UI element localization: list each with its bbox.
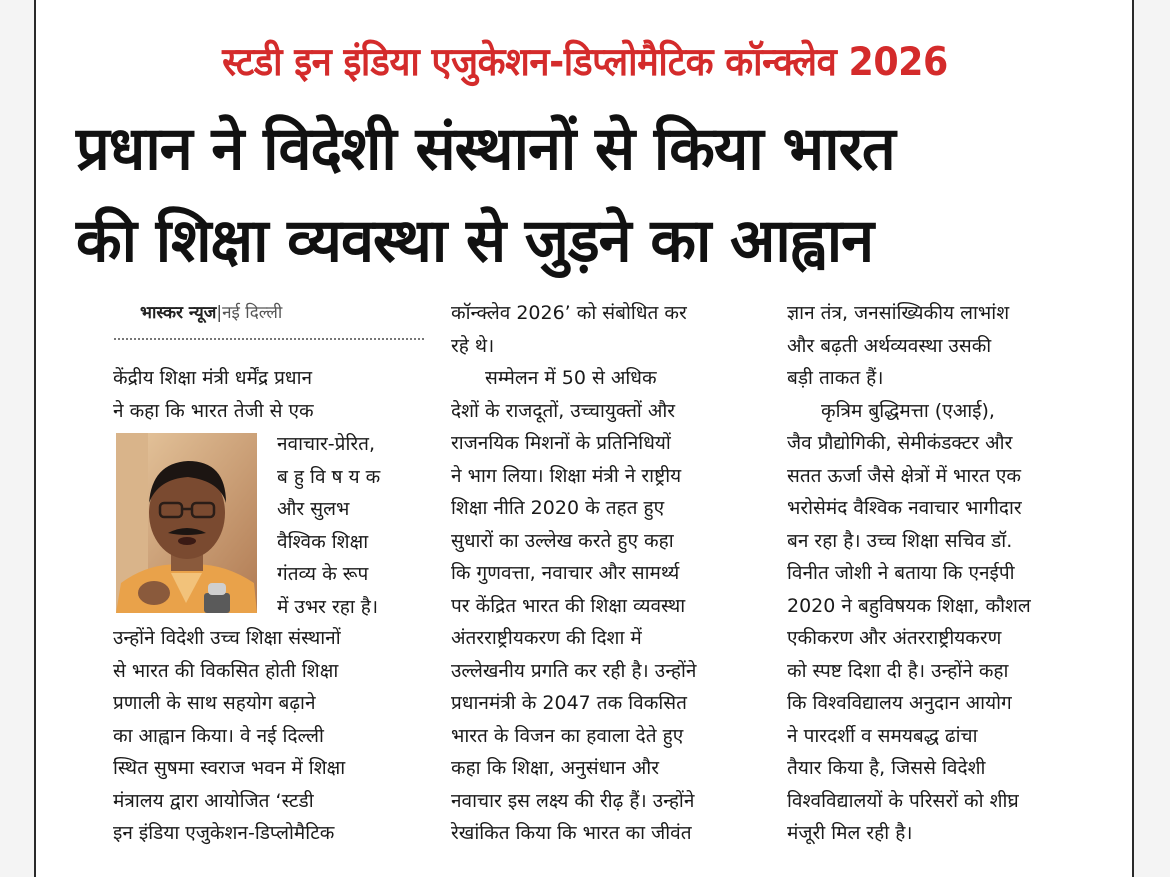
column-1-body: [113, 622, 425, 850]
column-2: [451, 297, 756, 850]
text-line: रेखांकित किया कि भारत का जीवंत: [451, 822, 692, 844]
text-line: जैव प्रौद्योगिकी, सेमीकंडक्टर और: [787, 432, 1013, 454]
headline-line-1: प्रधान ने विदेशी संस्थानों से किया भारत: [76, 114, 895, 184]
text-line: कृत्रिम बुद्धिमत्ता (एआई),: [821, 399, 995, 422]
byline-divider: [114, 338, 424, 340]
text-line: उल्लेखनीय प्रगति कर रही है। उन्होंने: [451, 659, 697, 682]
headline-line-2: की शिक्षा व्यवस्था से जुड़ने का आह्वान: [76, 206, 874, 276]
text-line: ने भाग लिया। शिक्षा मंत्री ने राष्ट्रीय: [451, 464, 682, 487]
text-line: स्थित सुषमा स्वराज भवन में शिक्षा: [113, 757, 346, 779]
text-line: कॉन्क्लेव 2026’ को संबोधित कर: [451, 302, 687, 324]
text-line: कि गुणवत्ता, नवाचार और सामर्थ्य: [451, 562, 680, 584]
text-line: एकीकरण और अंतरराष्ट्रीयकरण: [787, 627, 1002, 649]
text-line: तैयार किया है, जिससे विदेशी: [787, 757, 986, 779]
text-line: ब हु वि ष य क: [277, 465, 381, 488]
background-right-margin: [1134, 0, 1170, 877]
text-line: भरोसेमंद वैश्विक नवाचार भागीदार: [787, 497, 1022, 519]
text-line: का आह्वान किया। वे नई दिल्ली: [113, 724, 324, 747]
text-line: शिक्षा नीति 2020 के तहत हुए: [451, 497, 665, 519]
column-3: [787, 297, 1092, 850]
text-line: मंजूरी मिल रही है।: [787, 822, 913, 844]
text-line: पर केंद्रित भारत की शिक्षा व्यवस्था: [451, 594, 686, 617]
text-line: विश्वविद्यालयों के परिसरों को शीघ्र: [787, 789, 1019, 812]
portrait-illustration: [116, 433, 257, 613]
text-line: प्रणाली के साथ सहयोग बढ़ाने: [113, 692, 316, 714]
text-line: को स्पष्ट दिशा दी है। उन्होंने कहा: [787, 659, 1009, 682]
byline-city: नई दिल्ली: [222, 303, 283, 323]
text-line: इन इंडिया एजुकेशन-डिप्लोमैटिक: [113, 822, 335, 844]
text-line: गंतव्य के रूप: [277, 563, 369, 585]
text-line: में उभर रहा है।: [277, 595, 379, 618]
byline: [140, 300, 430, 323]
text-line: वैश्विक शिक्षा: [277, 530, 369, 553]
text-line: भारत के विजन का हवाला देते हुए: [451, 724, 684, 747]
text-line: प्रधानमंत्री के 2047 तक विकसित: [451, 692, 687, 714]
text-line: कि विश्वविद्यालय अनुदान आयोग: [787, 692, 1012, 714]
text-line: ने पारदर्शी व समयबद्ध ढांचा: [787, 724, 978, 747]
byline-separator: |: [216, 303, 223, 323]
text-line: रहे थे।: [451, 334, 495, 357]
column-1-wrap: [277, 428, 425, 623]
column-1-intro: [113, 362, 425, 427]
text-line: सम्मेलन में 50 से अधिक: [485, 367, 657, 389]
text-line: नवाचार-प्रेरित,: [277, 433, 376, 455]
text-line: नवाचार इस लक्ष्य की रीढ़ हैं। उन्होंने: [451, 789, 695, 812]
text-line: ज्ञान तंत्र, जनसांख्यिकीय लाभांश: [787, 302, 1010, 324]
portrait-photo: [116, 433, 257, 613]
text-line: राजनयिक मिशनों के प्रतिनिधियों: [451, 432, 671, 454]
text-line: सतत ऊर्जा जैसे क्षेत्रों में भारत एक: [787, 464, 1021, 487]
text-line: उन्होंने विदेशी उच्च शिक्षा संस्थानों: [113, 627, 341, 649]
headline: [76, 103, 1086, 287]
text-line: से भारत की विकसित होती शिक्षा: [113, 659, 339, 682]
text-line: और सुलभ: [277, 498, 350, 520]
text-line: सुधारों का उल्लेख करते हुए कहा: [451, 529, 674, 552]
text-line: अंतरराष्ट्रीयकरण की दिशा में: [451, 627, 642, 649]
byline-agency: भास्कर न्यूज: [140, 303, 217, 323]
text-line: बड़ी ताकत हैं।: [787, 367, 884, 389]
text-line: मंत्रालय द्वारा आयोजित ‘स्टडी: [113, 789, 314, 812]
text-line: 2020 ने बहुविषयक शिक्षा, कौशल: [787, 594, 1031, 617]
text-line: केंद्रीय शिक्षा मंत्री धर्मेंद्र प्रधान: [113, 367, 313, 389]
text-line: ने कहा कि भारत तेजी से एक: [113, 399, 314, 422]
text-line: देशों के राजदूतों, उच्चायुक्तों और: [451, 399, 676, 422]
text-line: विनीत जोशी ने बताया कि एनईपी: [787, 562, 1015, 584]
event-kicker: स्टडी इन इंडिया एजुकेशन-डिप्लोमैटिक कॉन्क्लेव 2026: [222, 40, 948, 85]
text-line: कहा कि शिक्षा, अनुसंधान और: [451, 757, 659, 779]
text-line: और बढ़ती अर्थव्यवस्था उसकी: [787, 334, 992, 357]
background-left-margin: [0, 0, 34, 877]
text-line: बन रहा है। उच्च शिक्षा सचिव डॉ.: [787, 529, 1013, 552]
